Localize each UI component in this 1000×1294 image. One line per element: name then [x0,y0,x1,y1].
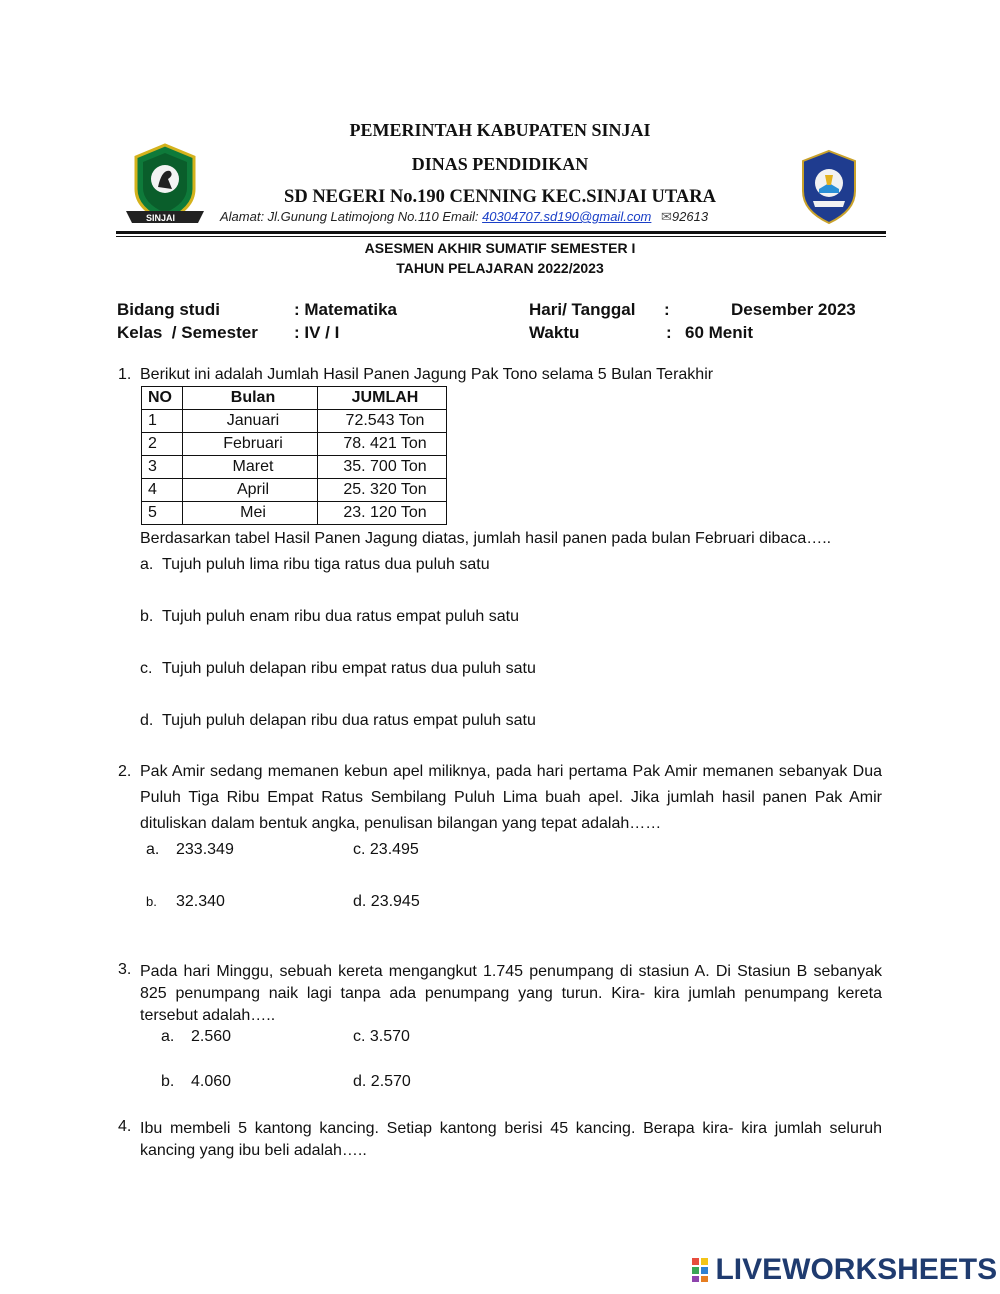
cell-amount: 35. 700 Ton [318,456,447,479]
option-text: Tujuh puluh enam ribu dua ratus empat puluh satu [162,608,519,625]
liveworksheets-brand [691,1253,997,1287]
header-line-1: PEMERINTAH KABUPATEN SINJAI [349,120,651,140]
cell-month: April [183,479,318,502]
time-value: 60 Menit [685,323,754,342]
cell-month: Mei [183,502,318,525]
address-line [220,209,708,225]
cell-month: Februari [183,433,318,456]
option-text: Tujuh puluh lima ribu tiga ratus dua puluh satu [162,556,490,573]
q1-text: Berikut ini adalah Jumlah Hasil Panen Jagung Pak Tono selama 5 Bulan Terakhir [140,366,714,383]
q2-option-a[interactable] [146,841,234,859]
cell-no: 2 [142,433,183,456]
q2-option-d[interactable]: d. 23.945 [353,893,420,910]
option-letter: d. [140,712,154,729]
q1-option-c[interactable] [140,660,536,678]
q3-option-a[interactable] [161,1028,231,1046]
date-colon: : [664,300,670,319]
class-label: Kelas / Semester [117,323,258,342]
cell-no: 5 [142,502,183,525]
q1-option-a[interactable] [140,556,490,574]
cell-month: Januari [183,410,318,433]
liveworksheets-logo-icon [691,1257,717,1283]
subject-value: : Matematika [294,300,397,319]
header-bulan: Bulan [183,387,318,410]
option-letter: a. [140,556,154,573]
table-row [142,433,447,456]
q2-option-c[interactable]: c. 23.495 [353,841,419,858]
q1-option-b[interactable] [140,608,519,626]
q3-text: Pada hari Minggu, sebuah kereta mengangkut 1.745 penumpang di stasiun A. Di Stasiun B sebanyak 825 penumpang naik lagi tanpa ada penumpang yang turun. Kira- kira jumlah penumpang kereta tersebut adalah….. [140,963,882,1024]
cell-no: 3 [142,456,183,479]
header-line-2: DINAS PENDIDIKAN [411,154,589,174]
cell-amount: 23. 120 Ton [318,502,447,525]
q3-option-c[interactable]: c. 3.570 [353,1028,410,1045]
header-rule-thick [116,231,886,234]
table-row [142,456,447,479]
cell-no: 1 [142,410,183,433]
q4-text: Ibu membeli 5 kantong kancing. Setiap kantong berisi 45 kancing. Berapa kira- kira jumlah seluruh kancing yang ibu beli adalah….. [140,1120,882,1159]
table-row [142,479,447,502]
option-text: Tujuh puluh delapan ribu dua ratus empat puluh satu [162,712,536,729]
q3-option-d[interactable]: d. 2.570 [353,1073,411,1090]
header-rule-thin [116,236,886,237]
q1-question: Berdasarkan tabel Hasil Panen Jagung diatas, jumlah hasil panen pada bulan Februari dibaca….. [140,530,832,547]
option-text: Tujuh puluh delapan ribu empat ratus dua puluh satu [162,660,536,677]
brand-text: LIVEWORKSHEETS [715,1253,998,1286]
option-letter: b. [146,894,157,909]
q3-number: 3. [118,961,132,978]
envelope-icon: ✉ [661,209,672,224]
email-link[interactable]: 40304707.sd190@gmail.com [482,209,652,224]
option-letter: b. [161,1073,175,1090]
exam-year: TAHUN PELAJARAN 2022/2023 [396,260,604,276]
header-jumlah: JUMLAH [318,387,447,410]
table-header-row [142,387,447,410]
cell-amount: 78. 421 Ton [318,433,447,456]
date-label: Hari/ Tanggal [529,300,636,319]
subject-label: Bidang studi [117,300,220,319]
time-colon: : [666,323,672,342]
table-row [142,410,447,433]
cell-no: 4 [142,479,183,502]
option-text: 233.349 [176,841,234,858]
option-text: 2.560 [191,1028,232,1045]
harvest-table [141,386,447,525]
cell-amount: 72.543 Ton [318,410,447,433]
q2-option-b[interactable] [146,893,225,911]
option-text: 32.340 [176,893,225,910]
option-letter: b. [140,608,154,625]
class-value: : IV / I [294,323,340,342]
time-label: Waktu [529,323,580,342]
q1-option-d[interactable] [140,712,536,730]
exam-title: ASESMEN AKHIR SUMATIF SEMESTER I [364,240,636,256]
date-value: Desember 2023 [731,300,856,319]
address-prefix: Alamat: Jl.Gunung Latimojong No.110 Email: [220,209,483,224]
cell-amount: 25. 320 Ton [318,479,447,502]
q2-text: Pak Amir sedang memanen kebun apel miliknya, pada hari pertama Pak Amir memanen sebanyak Dua Puluh Tiga Ribu Empat Ratus Sembilang Puluh Lima buah apel. Jika jumlah hasil panen Pak Amir dituliskan dalam bentuk angka, penulisan bilangan yang tepat adalah…… [140,763,882,832]
header-line-3: SD NEGERI No.190 CENNING KEC.SINJAI UTARA [284,187,716,207]
option-letter: a. [146,841,160,858]
header-no: NO [142,387,183,410]
option-letter: a. [161,1028,175,1045]
postal-code: 92613 [671,209,709,224]
q3-option-b[interactable] [161,1073,231,1091]
q2-number: 2. [118,763,132,780]
q4-number: 4. [118,1118,132,1135]
q1-number: 1. [118,366,132,383]
option-text: 4.060 [191,1073,232,1090]
left-logo-text: SINJAI [146,213,176,223]
table-row [142,502,447,525]
option-letter: c. [140,660,153,677]
cell-month: Maret [183,456,318,479]
